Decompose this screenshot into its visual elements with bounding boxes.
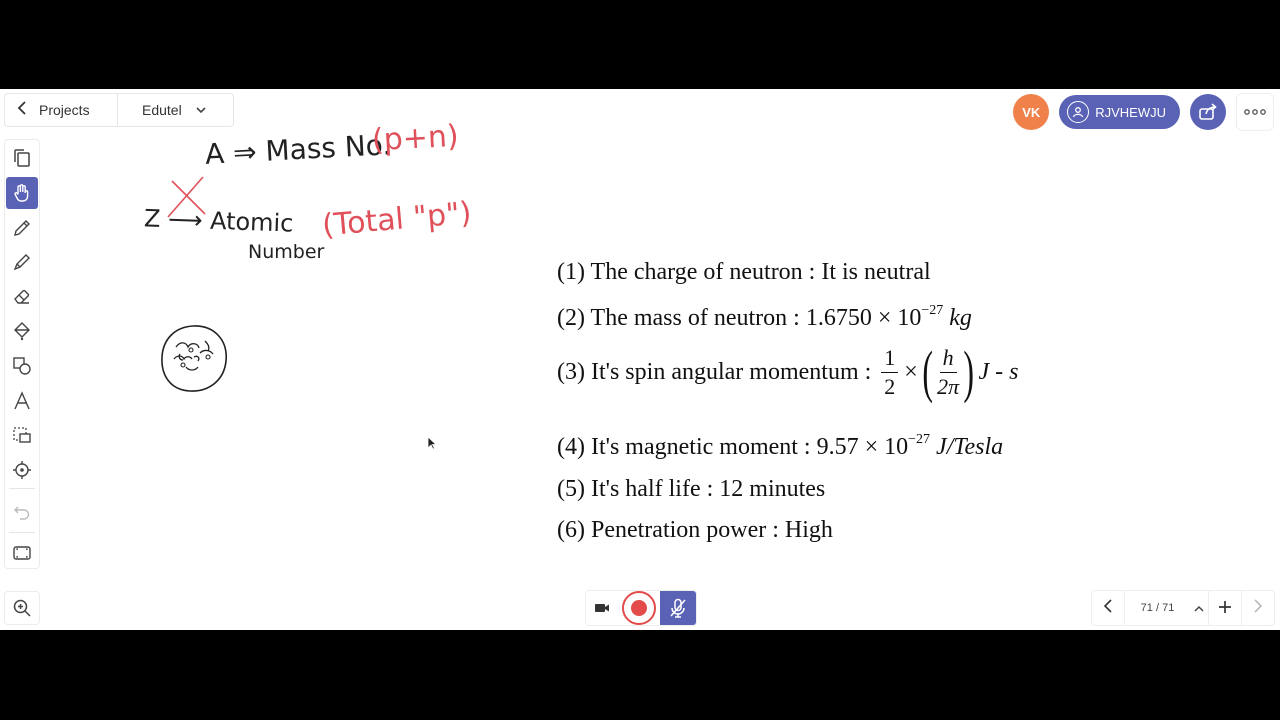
prev-page-button[interactable] xyxy=(1092,599,1124,618)
chevron-up-icon xyxy=(1194,605,1204,612)
chevron-right-icon xyxy=(1253,599,1263,613)
spin-text: (3) It's spin angular momentum : xyxy=(557,358,872,385)
times-sign: × xyxy=(904,358,918,385)
atomic-number-label-2: Number xyxy=(248,241,325,263)
property-line-3 xyxy=(557,339,1019,404)
next-page-button[interactable] xyxy=(1242,599,1274,618)
page-menu-button[interactable] xyxy=(1190,601,1208,615)
whiteboard-canvas[interactable] xyxy=(0,89,1280,630)
left-paren: ( xyxy=(922,339,933,404)
property-line-2 xyxy=(557,302,972,332)
mic-off-icon xyxy=(669,598,687,618)
plus-icon xyxy=(1218,600,1232,614)
mass-unit: kg xyxy=(949,305,972,331)
mass-number-note: (p+n) xyxy=(371,118,460,159)
mass-number-label: A ⇒ Mass No. xyxy=(204,128,393,171)
avatar[interactable]: VK xyxy=(1013,94,1049,130)
spin-unit: J - s xyxy=(978,358,1019,385)
h-over-2pi xyxy=(937,344,960,399)
camera-button[interactable] xyxy=(586,602,618,614)
record-icon xyxy=(631,600,647,616)
fraction-numerator: h xyxy=(940,347,957,373)
magnetic-text: (4) It's magnetic moment : 9.57 × 10 xyxy=(557,434,909,460)
right-paren: ) xyxy=(963,339,975,404)
add-page-button[interactable] xyxy=(1209,597,1241,620)
projects-link[interactable]: Projects xyxy=(39,102,90,118)
mass-text: (2) The mass of neutron : 1.6750 × 10 xyxy=(557,305,922,331)
magnetic-unit: J/Tesla xyxy=(936,434,1004,460)
page-navigation xyxy=(1091,590,1275,626)
property-line-6: (6) Penetration power : High xyxy=(557,517,833,543)
magnetic-exponent: −27 xyxy=(908,431,931,447)
chevron-left-icon xyxy=(1103,599,1113,613)
fraction-denominator: 2π xyxy=(937,373,960,399)
record-button[interactable] xyxy=(622,591,656,625)
media-controls xyxy=(585,590,697,626)
half-fraction xyxy=(881,344,898,399)
workspace-label: Edutel xyxy=(142,102,182,118)
property-line-5: (5) It's half life : 12 minutes xyxy=(557,476,826,502)
mic-button[interactable] xyxy=(660,591,696,625)
atomic-number-note: (Total "p") xyxy=(320,195,473,244)
fraction-numerator: 1 xyxy=(881,347,898,373)
share-code: RJVHEWJU xyxy=(1095,104,1166,120)
mass-exponent: −27 xyxy=(921,302,944,318)
property-line-4 xyxy=(557,431,1004,461)
video-camera-icon xyxy=(594,602,610,614)
property-line-1: (1) The charge of neutron : It is neutral xyxy=(557,259,931,285)
fraction-denominator: 2 xyxy=(884,373,896,399)
mouse-cursor-icon xyxy=(427,436,437,450)
nucleus-sketch xyxy=(162,326,226,391)
atomic-number-label: Z ⟶ Atomic xyxy=(143,204,294,238)
page-indicator[interactable]: 71 / 71 xyxy=(1140,602,1175,614)
